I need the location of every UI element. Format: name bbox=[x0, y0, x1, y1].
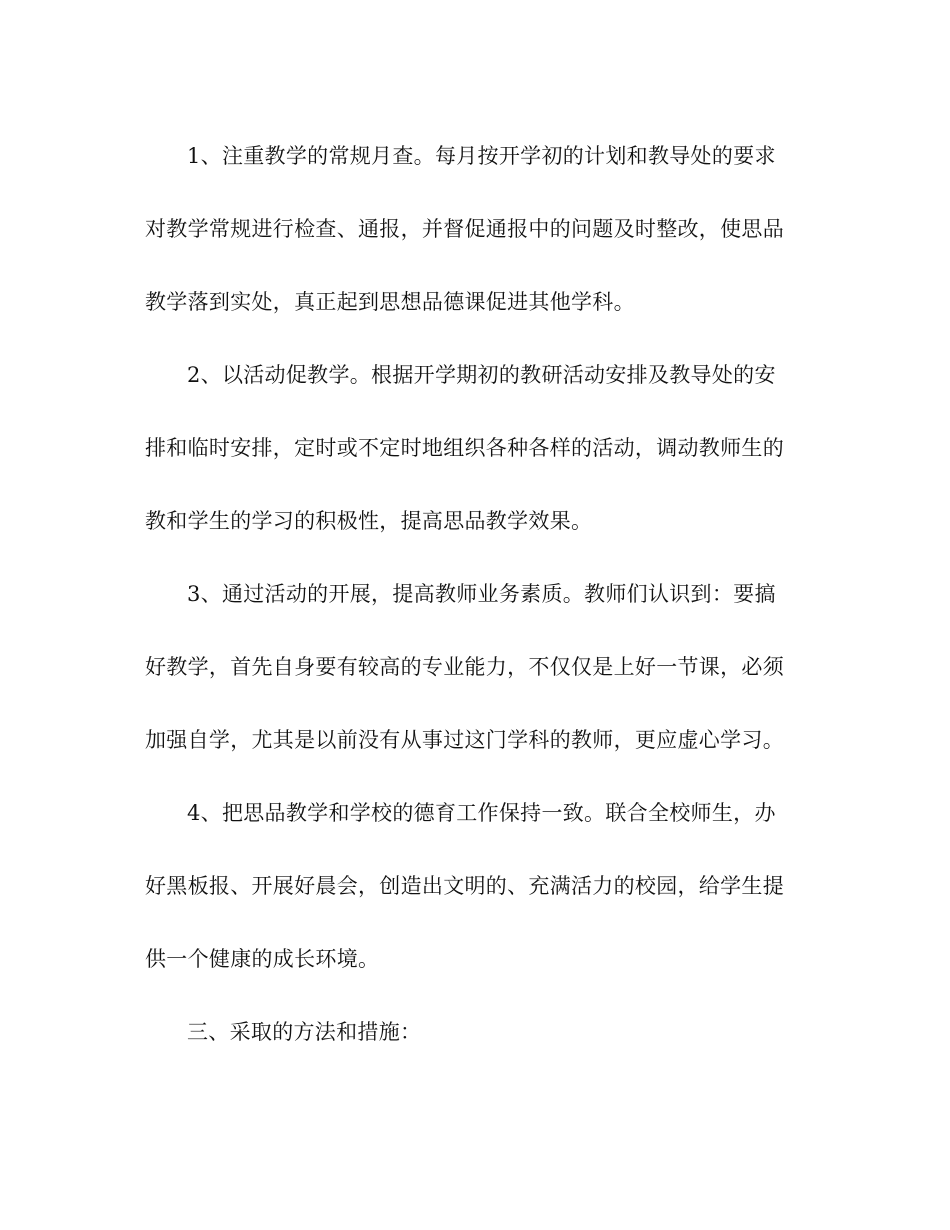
section-heading bbox=[145, 996, 805, 1069]
paragraph-line: 好教学，首先自身要有较高的专业能力，不仅仅是上好一节课，必须 bbox=[145, 655, 784, 679]
document-body bbox=[145, 120, 805, 1069]
paragraph-2 bbox=[145, 339, 805, 558]
paragraph-line: 教学落到实处，真正起到思想品德课促进其他学科。 bbox=[145, 290, 635, 314]
paragraph-line: 对教学常规进行检查、通报，并督促通报中的问题及时整改，使思品 bbox=[145, 217, 784, 241]
paragraph-line: 加强自学，尤其是以前没有从事过这门学科的教师，更应虚心学习。 bbox=[145, 728, 784, 752]
paragraph-1 bbox=[145, 120, 805, 339]
paragraph-line: 1、注重教学的常规月查。每月按开学初的计划和教导处的要求 bbox=[187, 144, 776, 168]
paragraph-line: 3、通过活动的开展，提高教师业务素质。教师们认识到：要搞 bbox=[187, 582, 776, 606]
paragraph-line: 好黑板报、开展好晨会，创造出文明的、充满活力的校园，给学生提 bbox=[145, 874, 784, 898]
paragraph-line: 教和学生的学习的积极性，提高思品教学效果。 bbox=[145, 509, 593, 533]
paragraph-line: 排和临时安排，定时或不定时地组织各种各样的活动，调动教师生的 bbox=[145, 436, 784, 460]
section-heading-text: 三、采取的方法和措施： bbox=[187, 1020, 422, 1044]
paragraph-line: 4、把思品教学和学校的德育工作保持一致。联合全校师生，办 bbox=[187, 801, 776, 825]
paragraph-line: 供一个健康的成长环境。 bbox=[145, 947, 380, 971]
paragraph-4 bbox=[145, 777, 805, 996]
paragraph-line: 2、以活动促教学。根据开学期初的教研活动安排及教导处的安 bbox=[187, 363, 776, 387]
paragraph-3 bbox=[145, 558, 805, 777]
